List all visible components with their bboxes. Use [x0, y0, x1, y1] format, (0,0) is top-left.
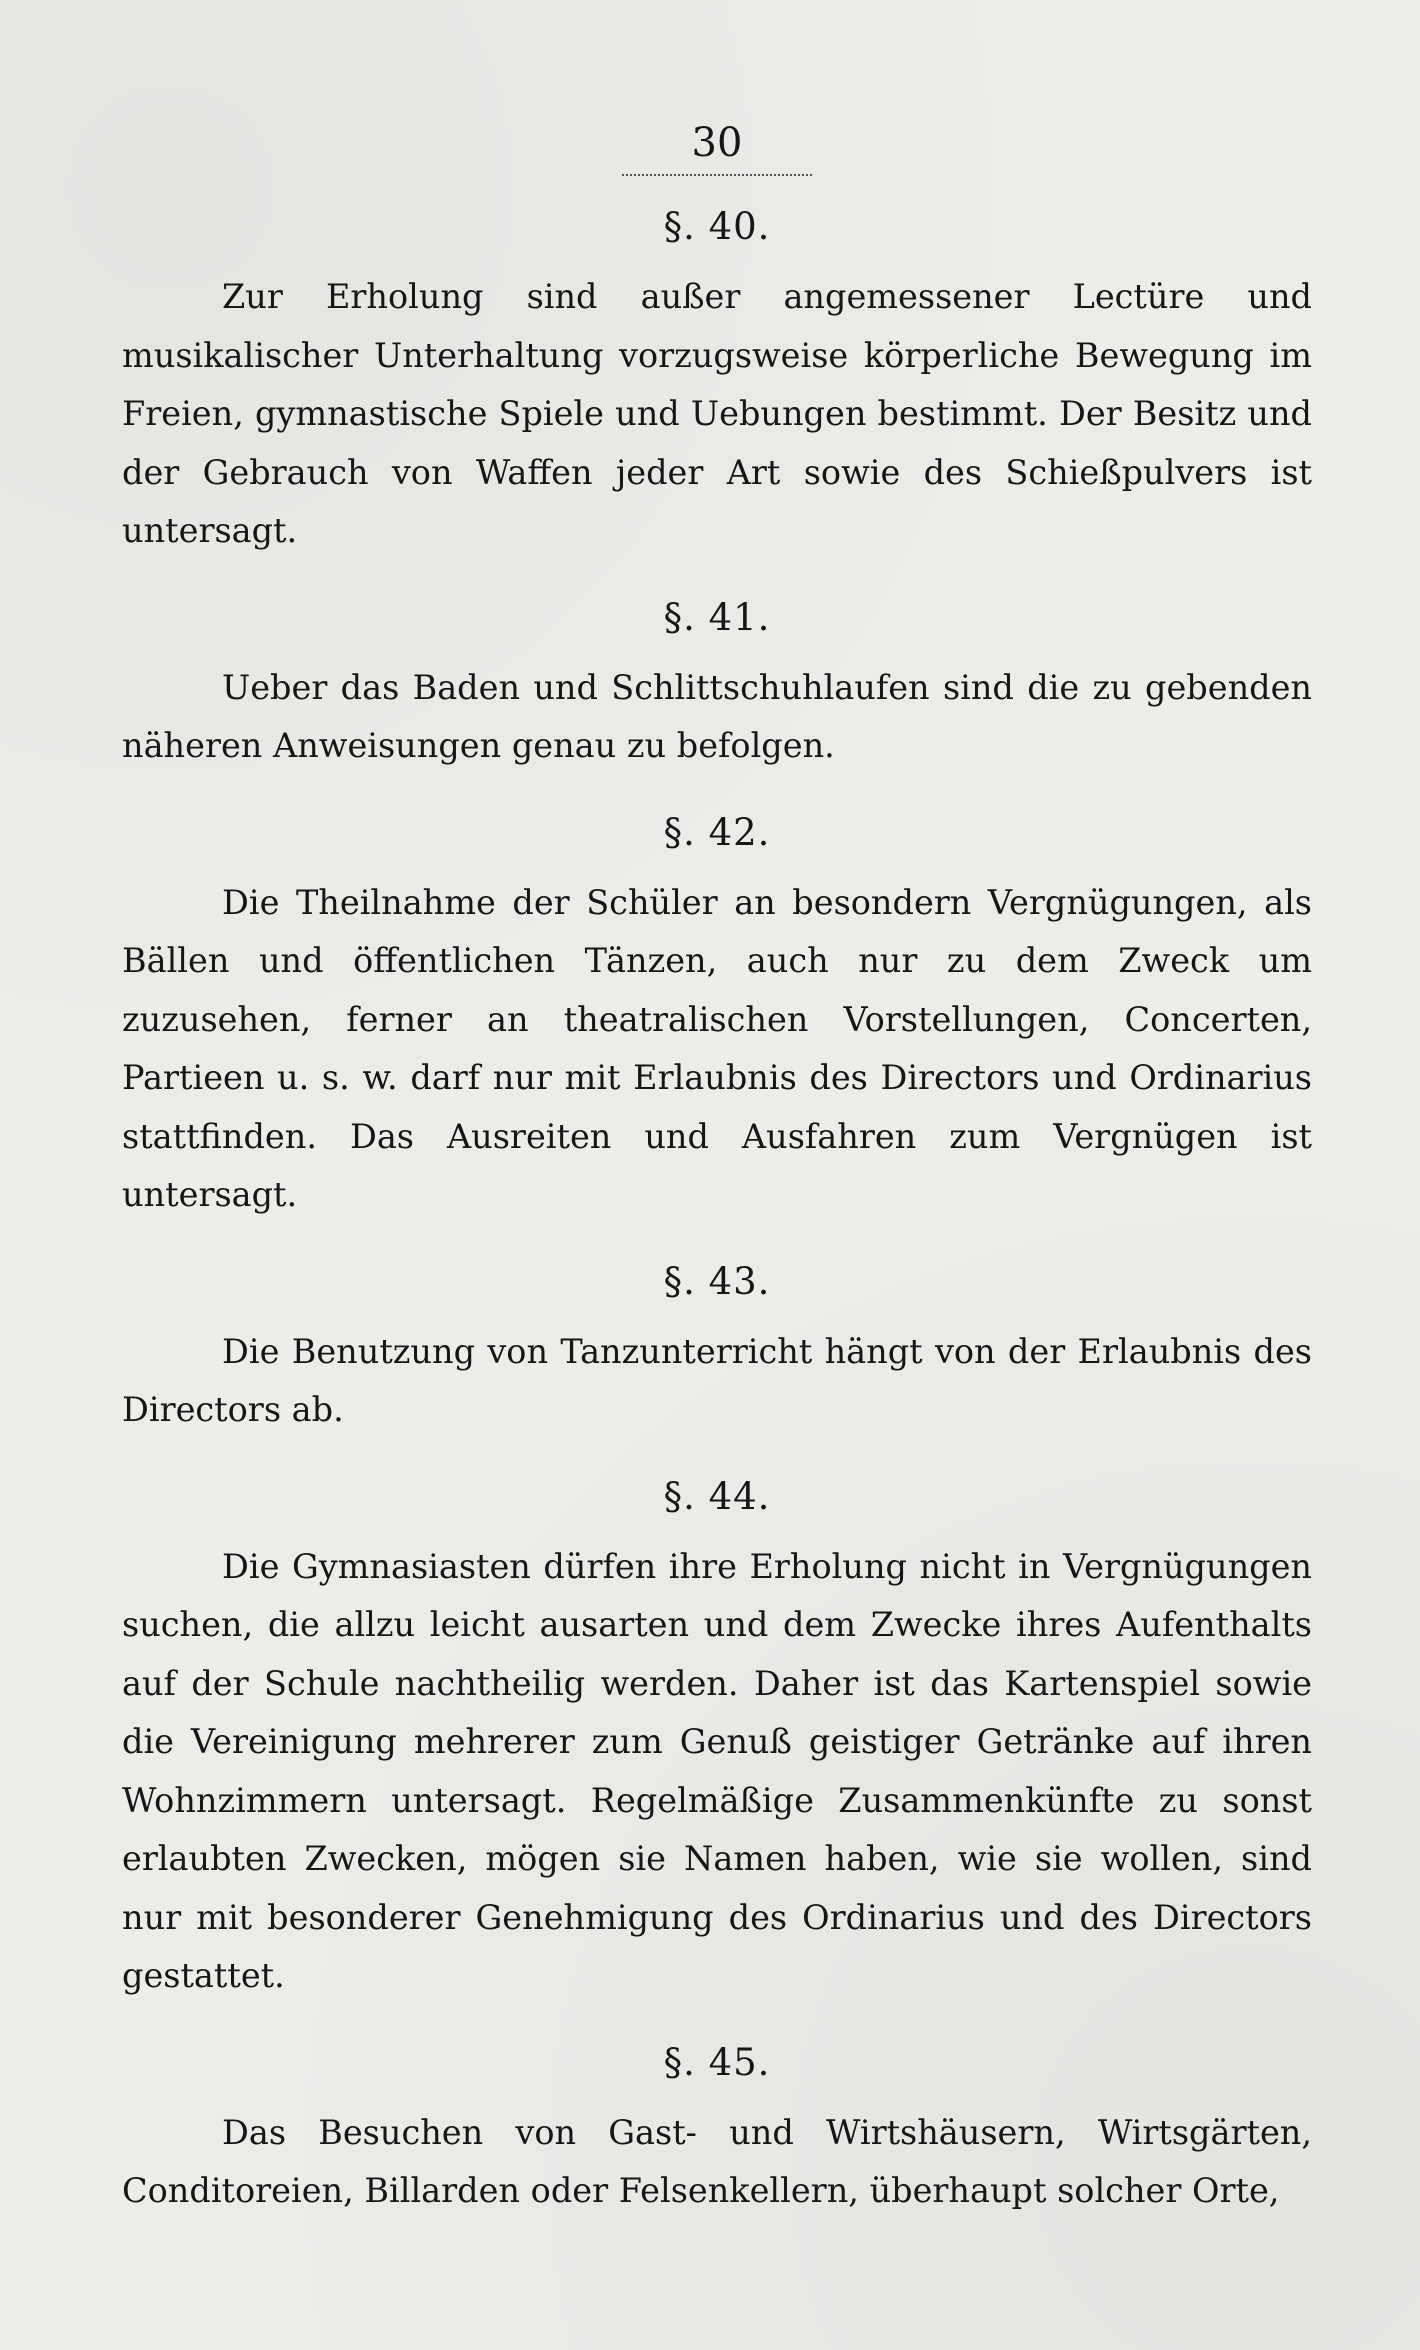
page-number: 30 [691, 120, 743, 166]
section-heading: §. 43. [663, 1259, 771, 1303]
section-heading: §. 41. [663, 595, 771, 639]
section-heading: §. 45. [663, 2040, 771, 2084]
section-paragraph: Das Besuchen von Gast- und Wirtshäusern, Wirtsgärten, Conditoreien, Billarden oder Felsenkellern, überhaupt solcher Orte, [122, 2112, 1312, 2210]
section-42 [122, 804, 1312, 1225]
section-43 [122, 1253, 1312, 1440]
section-paragraph: Zur Erholung sind außer angemessener Lectüre und musikalischer Unterhaltung vorzugsweise körperliche Bewegung im Freien, gymnastische Spiele und Uebungen bestimmt. Der Besitz und der Gebrauch von Waffen jeder Art sowie des Schießpulvers ist untersagt. [122, 277, 1312, 550]
section-paragraph: Die Theilnahme der Schüler an besondern Vergnügungen, als Bällen und öffentlichen Tänzen, auch nur zu dem Zweck um zuzusehen, ferner an theatralischen Vorstellungen, Concerten, Partieen u. s. w. darf nur mit Erlaubnis des Directors und Ordinarius stattfinden. Das Ausreiten und Ausfahren zum Vergnügen ist untersagt. [122, 882, 1312, 1214]
section-41 [122, 589, 1312, 776]
section-45 [122, 2034, 1312, 2221]
section-paragraph: Die Benutzung von Tanzunterricht hängt von der Erlaubnis des Directors ab. [122, 1331, 1312, 1429]
section-heading: §. 44. [663, 1474, 771, 1518]
section-44 [122, 1468, 1312, 2006]
section-heading: §. 42. [663, 810, 771, 854]
section-paragraph: Ueber das Baden und Schlittschuhlaufen sind die zu gebenden näheren Anweisungen genau zu befolgen. [122, 667, 1312, 765]
section-heading: §. 40. [663, 205, 771, 248]
section-40 [122, 198, 1312, 561]
section-paragraph: Die Gymnasiasten dürfen ihre Erholung nicht in Vergnügungen suchen, die allzu leicht ausarten und dem Zwecke ihres Aufenthalts auf der Schule nachtheilig werden. Daher ist das Kartenspiel sowie die Vereinigung mehrerer zum Genuß geistiger Getränke auf ihren Wohnzimmern untersagt. Regelmäßige Zusammenkünfte zu sonst erlaubten Zwecken, mögen sie Namen haben, wie sie wollen, sind nur mit besonderer Genehmigung des Ordinarius und des Directors gestattet. [122, 1546, 1312, 1995]
page-number-rule [622, 174, 812, 176]
